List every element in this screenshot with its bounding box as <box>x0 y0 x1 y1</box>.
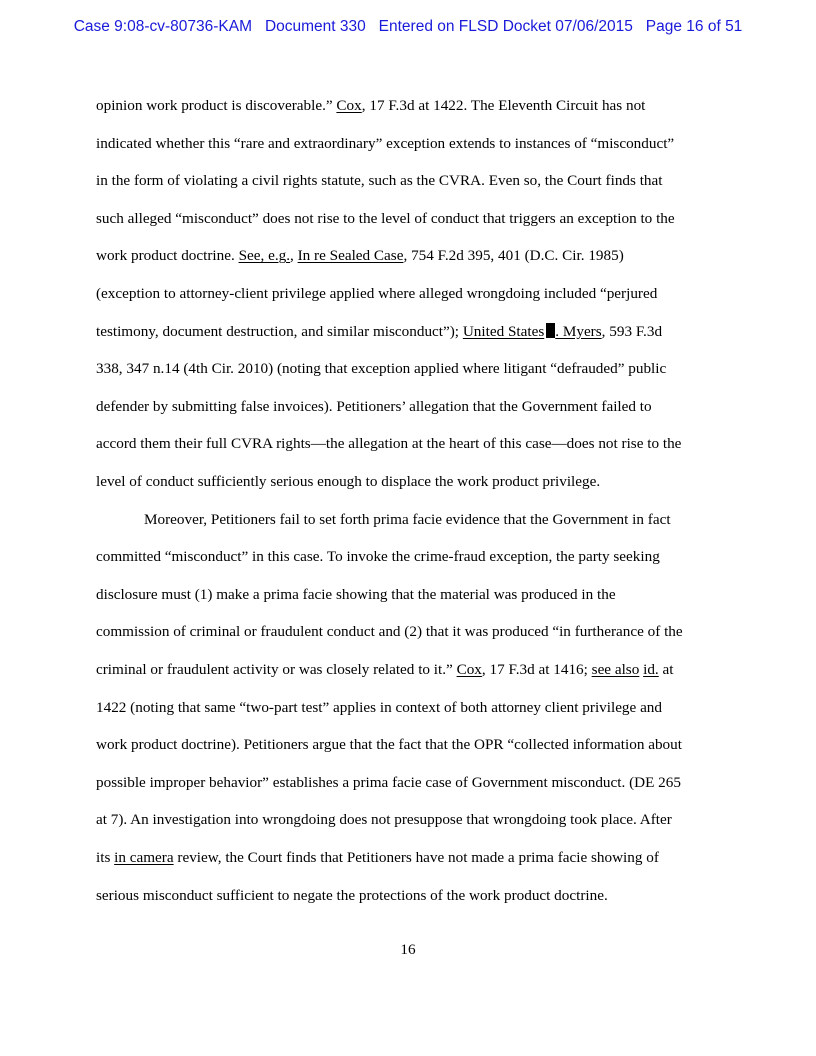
text-segment: disclosure must (1) make a prima facie showing that the material was produced in the <box>96 585 616 603</box>
text-line <box>96 97 645 115</box>
text-segment: commission of criminal or fraudulent conduct and (2) that it was produced “in furtherance of the <box>96 623 683 641</box>
text-segment: at 7). An investigation into wrongdoing does not presuppose that wrongdoing took place. After <box>96 811 672 829</box>
text-segment: , 17 F.3d at 1416; <box>481 661 592 678</box>
text-segment: committed “misconduct” in this case. To invoke the crime-fraud exception, the party seeking <box>96 548 660 566</box>
text-line <box>96 135 674 153</box>
text-line <box>96 398 652 416</box>
text-line <box>96 247 624 265</box>
citation-text: Cox <box>456 661 482 678</box>
text-segment: indicated whether this “rare and extraordinary” exception extends to instances of “misconduct” <box>96 134 675 152</box>
text-segment: (exception to attorney-client privilege applied where alleged wrongdoing included “perjured <box>96 285 658 302</box>
text-segment: level of conduct sufficiently serious enough to displace the work product privilege. <box>96 473 601 490</box>
text-line <box>96 360 666 378</box>
text-segment: work product doctrine). Petitioners argue that the fact that the OPR “collected information about <box>96 736 682 754</box>
text-segment: , <box>290 247 298 265</box>
text-segment: 338, 347 n.14 (4th Cir. 2010) (noting that exception applied where litigant “defrauded” public <box>96 360 667 378</box>
text-segment: in the form of violating a civil rights statute, such as the CVRA. Even so, the Court finds that <box>96 172 663 190</box>
text-line <box>96 586 616 604</box>
text-line <box>96 661 674 679</box>
redaction-mark <box>546 323 555 338</box>
text-segment: Moreover, Petitioners fail to set forth prima facie evidence that the Government in fact <box>144 510 671 528</box>
text-line <box>96 323 662 341</box>
page-number: 16 <box>400 941 416 958</box>
docket-header: Case 9:08-cv-80736-KAM Document 330 Entered on FLSD Docket 07/06/2015 Page 16 of 51 <box>73 18 743 35</box>
text-segment: work product doctrine. <box>96 247 239 265</box>
text-line <box>96 473 600 491</box>
text-line <box>144 511 671 529</box>
text-line <box>96 435 681 453</box>
text-segment: accord them their full CVRA rights—the allegation at the heart of this case—does not rise to the <box>96 435 682 453</box>
text-line <box>96 210 675 228</box>
text-line <box>96 811 672 829</box>
text-line <box>96 699 662 717</box>
citation-text: See, e.g. <box>238 247 291 265</box>
text-segment: at <box>658 661 674 678</box>
text-segment: such alleged “misconduct” does not rise to the level of conduct that triggers an exception to the <box>96 209 675 227</box>
text-line <box>96 548 660 566</box>
text-segment: opinion work product is discoverable.” <box>96 97 337 114</box>
citation-text: in camera <box>114 849 174 866</box>
text-segment: defender by submitting false invoices). Petitioners’ allegation that the Government failed to <box>96 397 652 415</box>
text-segment: its <box>96 849 115 866</box>
text-segment: review, the Court finds that Petitioners have not made a prima facie showing of <box>173 849 659 866</box>
text-segment: possible improper behavior” establishes a prima facie case of Government misconduct. (DE 265 <box>96 773 681 791</box>
text-segment: , 17 F.3d at 1422. The Eleventh Circuit has not <box>361 97 646 114</box>
citation-text: Cox <box>336 97 362 114</box>
text-line <box>96 774 681 792</box>
text-line <box>96 285 657 303</box>
text-line <box>96 849 659 867</box>
citation-text: see also <box>591 661 640 678</box>
citation-text: id. <box>643 661 659 678</box>
text-segment: 1422 (noting that same “two-part test” applies in context of both attorney client privilege and <box>96 698 662 716</box>
text-line <box>96 887 608 905</box>
citation-text: . Myers <box>555 322 602 340</box>
citation-text: In re Sealed Case <box>297 247 404 265</box>
text-segment: , 754 F.2d 395, 401 (D.C. Cir. 1985) <box>403 247 624 265</box>
text-segment: , 593 F.3d <box>601 322 663 340</box>
text-segment: criminal or fraudulent activity or was closely related to it.” <box>96 661 457 678</box>
text-segment: serious misconduct sufficient to negate the protections of the work product doctrine. <box>96 886 608 904</box>
text-line <box>96 172 663 190</box>
citation-text: United States <box>462 322 545 340</box>
text-segment: testimony, document destruction, and similar misconduct”); <box>96 322 463 340</box>
text-line <box>96 623 683 641</box>
text-line <box>96 736 682 754</box>
